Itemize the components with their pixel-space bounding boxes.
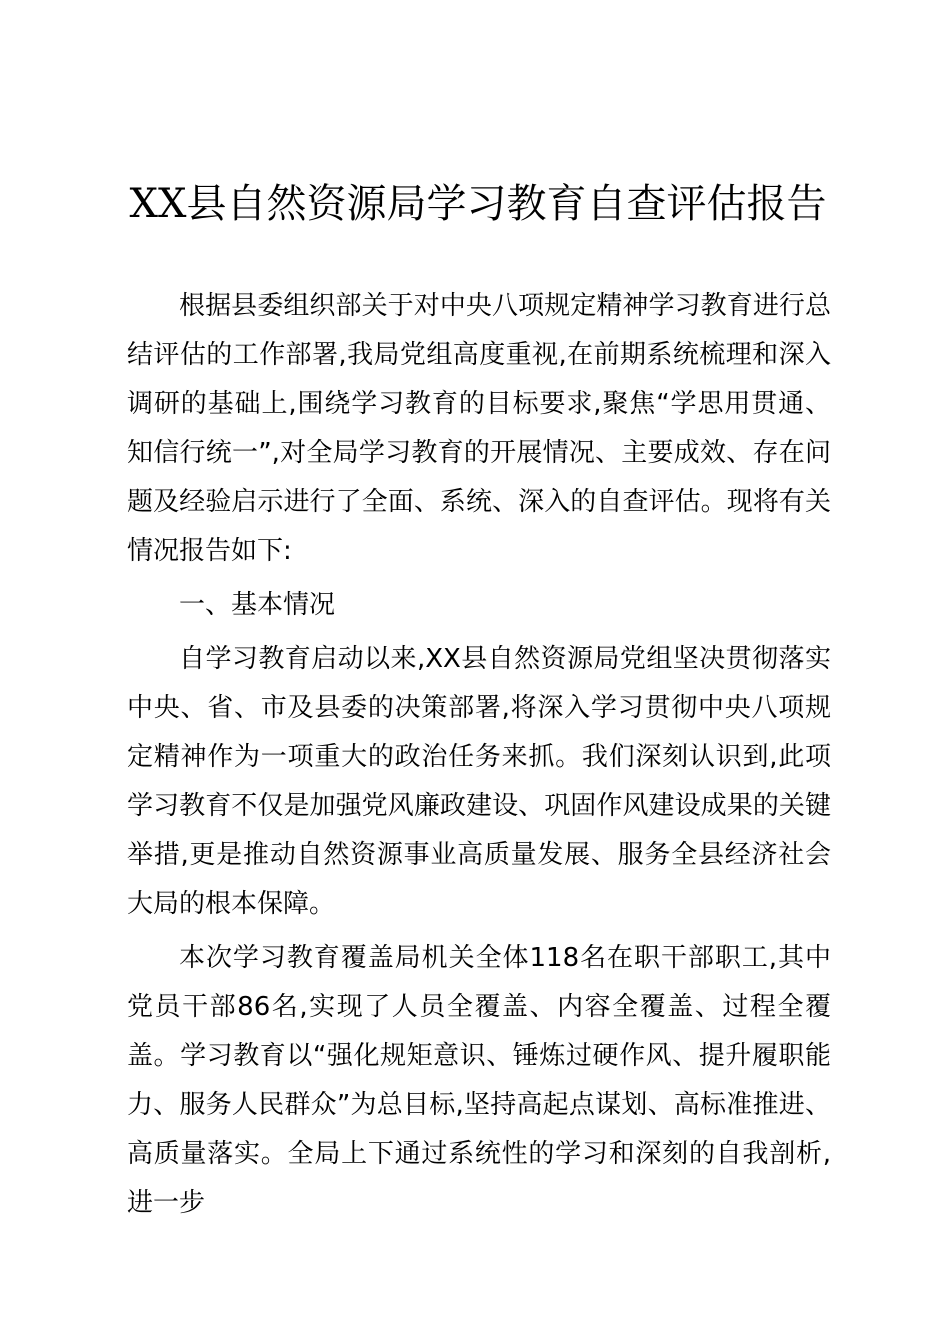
- body-paragraph: 本次学习教育覆盖局机关全体118名在职干部职工,其中党员干部86名,实现了人员全覆盖、内容全覆盖、过程全覆盖。学习教育以“强化规矩意识、锤炼过硬作风、提升履职能力、服务人民群众”为总目标,坚持高起点谋划、高标准推进、高质量落实。全局上下通过系统性的学习和深刻的自我剖析,进一步: [127, 943, 831, 1218]
- body-paragraph: 自学习教育启动以来,XX县自然资源局党组坚决贯彻落实中央、省、市及县委的决策部署,将深入学习贯彻中央八项规定精神作为一项重大的政治任务来抓。我们深刻认识到,此项学习教育不仅是加强党风廉政建设、巩固作风建设成果的关键举措,更是推动自然资源事业高质量发展、服务全县经济社会大局的根本保障。: [127, 644, 831, 919]
- intro-paragraph: 根据县委组织部关于对中央八项规定精神学习教育进行总结评估的工作部署,我局党组高度重视,在前期系统梳理和深入调研的基础上,围绕学习教育的目标要求,聚焦“学思用贯通、知信行统一”,对全局学习教育的开展情况、主要成效、存在问题及经验启示进行了全面、系统、深入的自查评估。现将有关情况报告如下:: [127, 291, 831, 566]
- document-title: XX县自然资源局学习教育自查评估报告: [129, 181, 827, 227]
- section-heading-basic-situation: 一、基本情况: [179, 590, 336, 620]
- document-body: [127, 282, 831, 1228]
